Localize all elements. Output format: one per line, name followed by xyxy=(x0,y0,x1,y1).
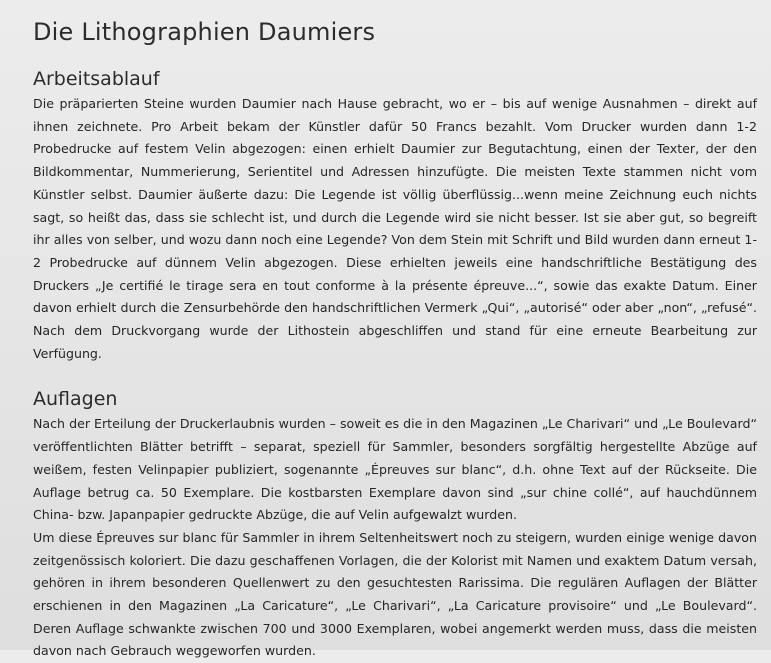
section-heading-arbeitsablauf: Arbeitsablauf xyxy=(33,68,160,90)
section-heading-auflagen: Auflagen xyxy=(33,388,118,411)
museum-text-panel xyxy=(33,12,757,663)
section-paragraph: Nach der Erteilung der Druckerlaubnis wurden – soweit es die in den Magazinen „Le Charivari“ und „Le Boulevard“ veröffentlichten Blätter betrifft – separat, speziell für Sammler, besonders sorgfältig hergestellte Abzüge auf weißem, festen Velinpapier publiziert, sogenannte „Épreuves sur blanc“, d.h. ohne Text auf der Rückseite. Die Auflage betrug ca. 50 Exemplare. Die kostbarsten Exemplare davon sind „sur chine collé“, auf hauchdünnem China- bzw. Japanpapier gedruckte Abzüge, die auf Velin aufgewalzt wurden. xyxy=(33,416,757,523)
page-title: Die Lithographien Daumiers xyxy=(33,18,376,46)
section-paragraph: Um diese Épreuves sur blanc für Sammler in ihrem Seltenheitswert noch zu steigern, wurden einige wenige davon zeitgenössisch koloriert. Die dazu geschaffenen Vorlagen, die der Kolorist mit Namen und exaktem Datum versah, gehören in ihrem besonderen Quellenwert zu den gesuchtesten Rarissima. Die regulären Auflagen der Blätter erschienen in den Magazinen „La Caricature“, „Le Charivari“, „La Caricature provisoire“ und „Le Boulevard“. Deren Auflage schwankte zwischen 700 und 3000 Exemplaren, wobei angemerkt werden muss, dass die meisten davon nach Gebrauch weggeworfen wurden. xyxy=(33,529,757,659)
section-paragraph: Die präparierten Steine wurden Daumier nach Hause gebracht, wo er – bis auf wenige Ausnahmen – direkt auf ihnen zeichnete. Pro Arbeit bekam der Künstler dafür 50 Francs bezahlt. Vom Drucker wurden dann 1-2 Probedrucke auf festem Velin abgezogen: einen erhielt Daumier zur Begutachtung, einen der Texter, der den Bildkommentar, Nummerierung, Serientitel und Adressen hinzufügte. Die meisten Texte stammen nicht vom Künstler selbst. Daumier äußerte dazu: Die Legende ist völlig überflüssig...wenn meine Zeichnung euch nichts sagt, so heißt das, dass sie schlecht ist, und durch die Legende wird sie nicht besser. Ist sie aber gut, so begreift ihr alles von selber, und wozu dann noch eine Legende? Von dem Stein mit Schrift und Bild wurden dann erneut 1-2 Probedrucke auf dünnem Velin abgezogen. Diese erhielten jeweils eine handschriftliche Bestätigung des Druckers „Je certifié le tirage sera en tout conforme à la présente épreuve...“, sowie das exakte Datum. Einer davon erhielt durch die Zensurbehörde den handschriftlichen Vermerk „Qui“, „autorisé“ oder aber „non“, „refusé“. Nach dem Druckvorgang wurde der Lithostein abgeschliffen und stand für eine erneute Bearbeitung zur Verfügung. xyxy=(33,96,757,361)
